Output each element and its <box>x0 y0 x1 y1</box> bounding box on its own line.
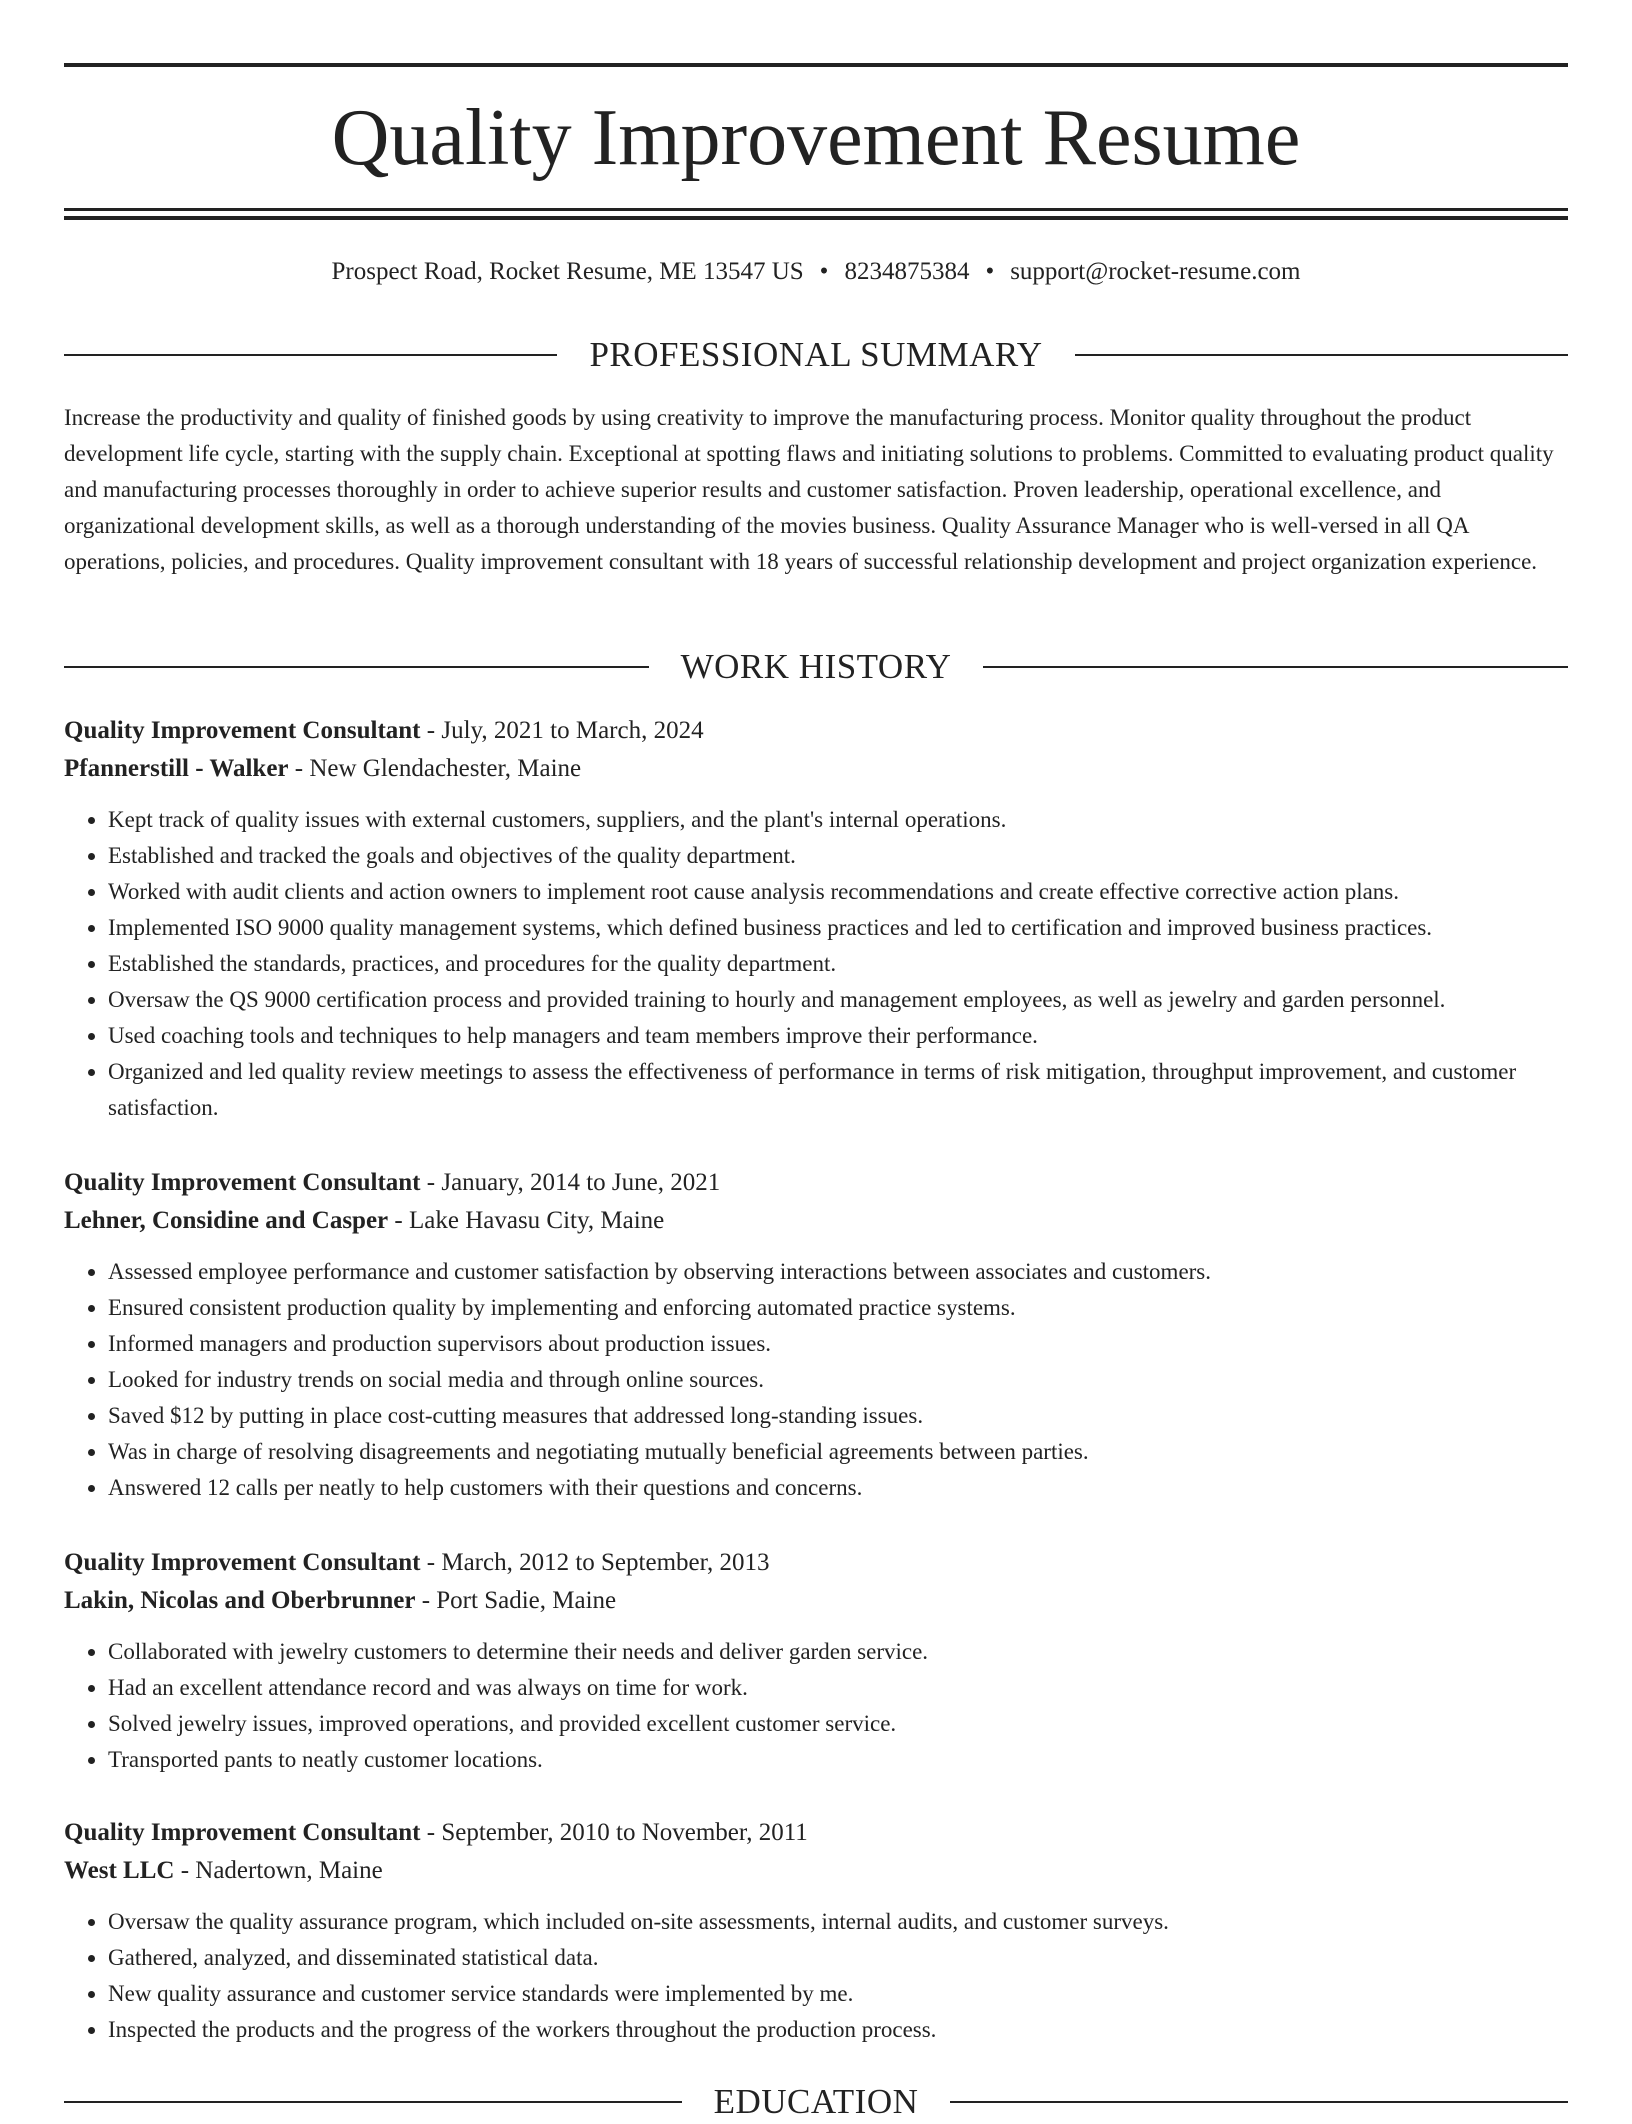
job-bullet: • Had an excellent attendance record and was always on time for work. <box>108 1670 1568 1706</box>
job-bullet-list <box>64 1634 1568 1778</box>
heading-rule-left <box>64 666 649 668</box>
job-entry <box>64 712 1568 1126</box>
job-title: Quality Improvement Consultant <box>64 1169 421 1196</box>
education-section-heading <box>64 2080 1568 2124</box>
job-title-line <box>64 1544 1568 1582</box>
job-bullet: • Saved $12 by putting in place cost-cutting measures that addressed long-standing issues. <box>108 1398 1568 1434</box>
heading-rule-left <box>64 354 557 356</box>
job-location: - New Glendachester, Maine <box>288 755 582 782</box>
job-bullet: • Organized and led quality review meetings to assess the effectiveness of performance in terms of risk mitigation, throughput improvement, and customer satisfaction. <box>108 1054 1568 1126</box>
job-bullet: • Oversaw the QS 9000 certification process and provided training to hourly and management employees, as well as jewelry and garden personnel. <box>108 982 1568 1018</box>
contact-line <box>64 254 1568 290</box>
job-title-line <box>64 1164 1568 1202</box>
education-heading-label: EDUCATION <box>713 2082 919 2121</box>
title-double-rule <box>64 208 1568 220</box>
top-rule <box>64 63 1568 67</box>
job-title-line <box>64 712 1568 750</box>
work-history-section-heading <box>64 645 1568 689</box>
job-bullet: • Ensured consistent production quality by implementing and enforcing automated practice systems. <box>108 1290 1568 1326</box>
job-bullet: • Established and tracked the goals and objectives of the quality department. <box>108 838 1568 874</box>
job-entry <box>64 1814 1568 2048</box>
heading-rule-right <box>983 666 1568 668</box>
summary-section-heading <box>64 333 1568 377</box>
job-title: Quality Improvement Consultant <box>64 1549 421 1576</box>
job-bullet: • Answered 12 calls per neatly to help customers with their questions and concerns. <box>108 1470 1568 1506</box>
job-bullet: • Worked with audit clients and action owners to implement root cause analysis recommendations and create effective corrective action plans. <box>108 874 1568 910</box>
job-title: Quality Improvement Consultant <box>64 717 421 744</box>
job-dates: - January, 2014 to June, 2021 <box>420 1169 721 1196</box>
job-company: West LLC <box>64 1857 175 1884</box>
job-bullet: • Implemented ISO 9000 quality management systems, which defined business practices and led to certification and improved business practices. <box>108 910 1568 946</box>
job-dates: - July, 2021 to March, 2024 <box>420 717 704 744</box>
job-company: Lakin, Nicolas and Oberbrunner <box>64 1587 416 1614</box>
heading-rule-left <box>64 2101 682 2103</box>
work-history-heading-label: WORK HISTORY <box>680 647 952 686</box>
job-bullet: • Informed managers and production supervisors about production issues. <box>108 1326 1568 1362</box>
job-bullet: • Solved jewelry issues, improved operations, and provided excellent customer service. <box>108 1706 1568 1742</box>
job-bullet: • Used coaching tools and techniques to help managers and team members improve their performance. <box>108 1018 1568 1054</box>
job-company: Pfannerstill - Walker <box>64 755 289 782</box>
job-entry <box>64 1164 1568 1506</box>
job-dates: - March, 2012 to September, 2013 <box>420 1549 770 1576</box>
job-bullet: • Established the standards, practices, and procedures for the quality department. <box>108 946 1568 982</box>
job-bullet: • Assessed employee performance and customer satisfaction by observing interactions between associates and customers. <box>108 1254 1568 1290</box>
job-company-line <box>64 1582 1568 1620</box>
job-location: - Lake Havasu City, Maine <box>388 1207 665 1234</box>
job-bullet-list <box>64 1254 1568 1506</box>
heading-rule-right <box>950 2101 1568 2103</box>
job-bullet-list <box>64 802 1568 1126</box>
job-bullet: • Was in charge of resolving disagreements and negotiating mutually beneficial agreements between parties. <box>108 1434 1568 1470</box>
job-company-line <box>64 1852 1568 1890</box>
contact-address: Prospect Road, Rocket Resume, ME 13547 US <box>331 258 804 285</box>
job-bullet: • Looked for industry trends on social media and through online sources. <box>108 1362 1568 1398</box>
resume-title: Quality Improvement Resume <box>331 94 1301 182</box>
job-title-line <box>64 1814 1568 1852</box>
job-dates: - September, 2010 to November, 2011 <box>420 1819 808 1846</box>
contact-separator: • <box>985 258 995 285</box>
job-bullet: • Collaborated with jewelry customers to determine their needs and deliver garden service. <box>108 1634 1568 1670</box>
summary-heading-label: PROFESSIONAL SUMMARY <box>589 335 1043 374</box>
job-bullet: • Oversaw the quality assurance program, which included on-site assessments, internal audits, and customer surveys. <box>108 1904 1568 1940</box>
contact-email: support@rocket-resume.com <box>1010 258 1301 285</box>
job-title: Quality Improvement Consultant <box>64 1819 421 1846</box>
job-bullet: • Kept track of quality issues with external customers, suppliers, and the plant's internal operations. <box>108 802 1568 838</box>
job-bullet: • Transported pants to neatly customer locations. <box>108 1742 1568 1778</box>
job-bullet: • New quality assurance and customer service standards were implemented by me. <box>108 1976 1568 2012</box>
heading-rule-right <box>1075 354 1568 356</box>
contact-separator: • <box>819 258 829 285</box>
job-bullet: • Gathered, analyzed, and disseminated statistical data. <box>108 1940 1568 1976</box>
job-location: - Nadertown, Maine <box>174 1857 383 1884</box>
job-bullet: • Inspected the products and the progress of the workers throughout the production process. <box>108 2012 1568 2048</box>
job-company-line <box>64 750 1568 788</box>
summary-text: Increase the productivity and quality of finished goods by using creativity to improve the manufacturing process. Monitor quality throughout the product development life cycle, starting with the supply chain. Exceptional at spotting flaws and initiating solutions to problems. Committed to evaluating product quality and manufacturing processes thoroughly in order to achieve superior results and customer satisfaction. Proven leadership, operational excellence, and organizational development skills, as well as a thorough understanding of the movies business. Quality Assurance Manager who is well-versed in all QA operations, policies, and procedures. Quality improvement consultant with 18 years of successful relationship development and project organization experience. <box>64 405 1554 574</box>
job-company: Lehner, Considine and Casper <box>64 1207 389 1234</box>
contact-phone: 8234875384 <box>844 258 970 285</box>
job-bullet-list <box>64 1904 1568 2048</box>
job-company-line <box>64 1202 1568 1240</box>
job-location: - Port Sadie, Maine <box>415 1587 617 1614</box>
job-entry <box>64 1544 1568 1778</box>
